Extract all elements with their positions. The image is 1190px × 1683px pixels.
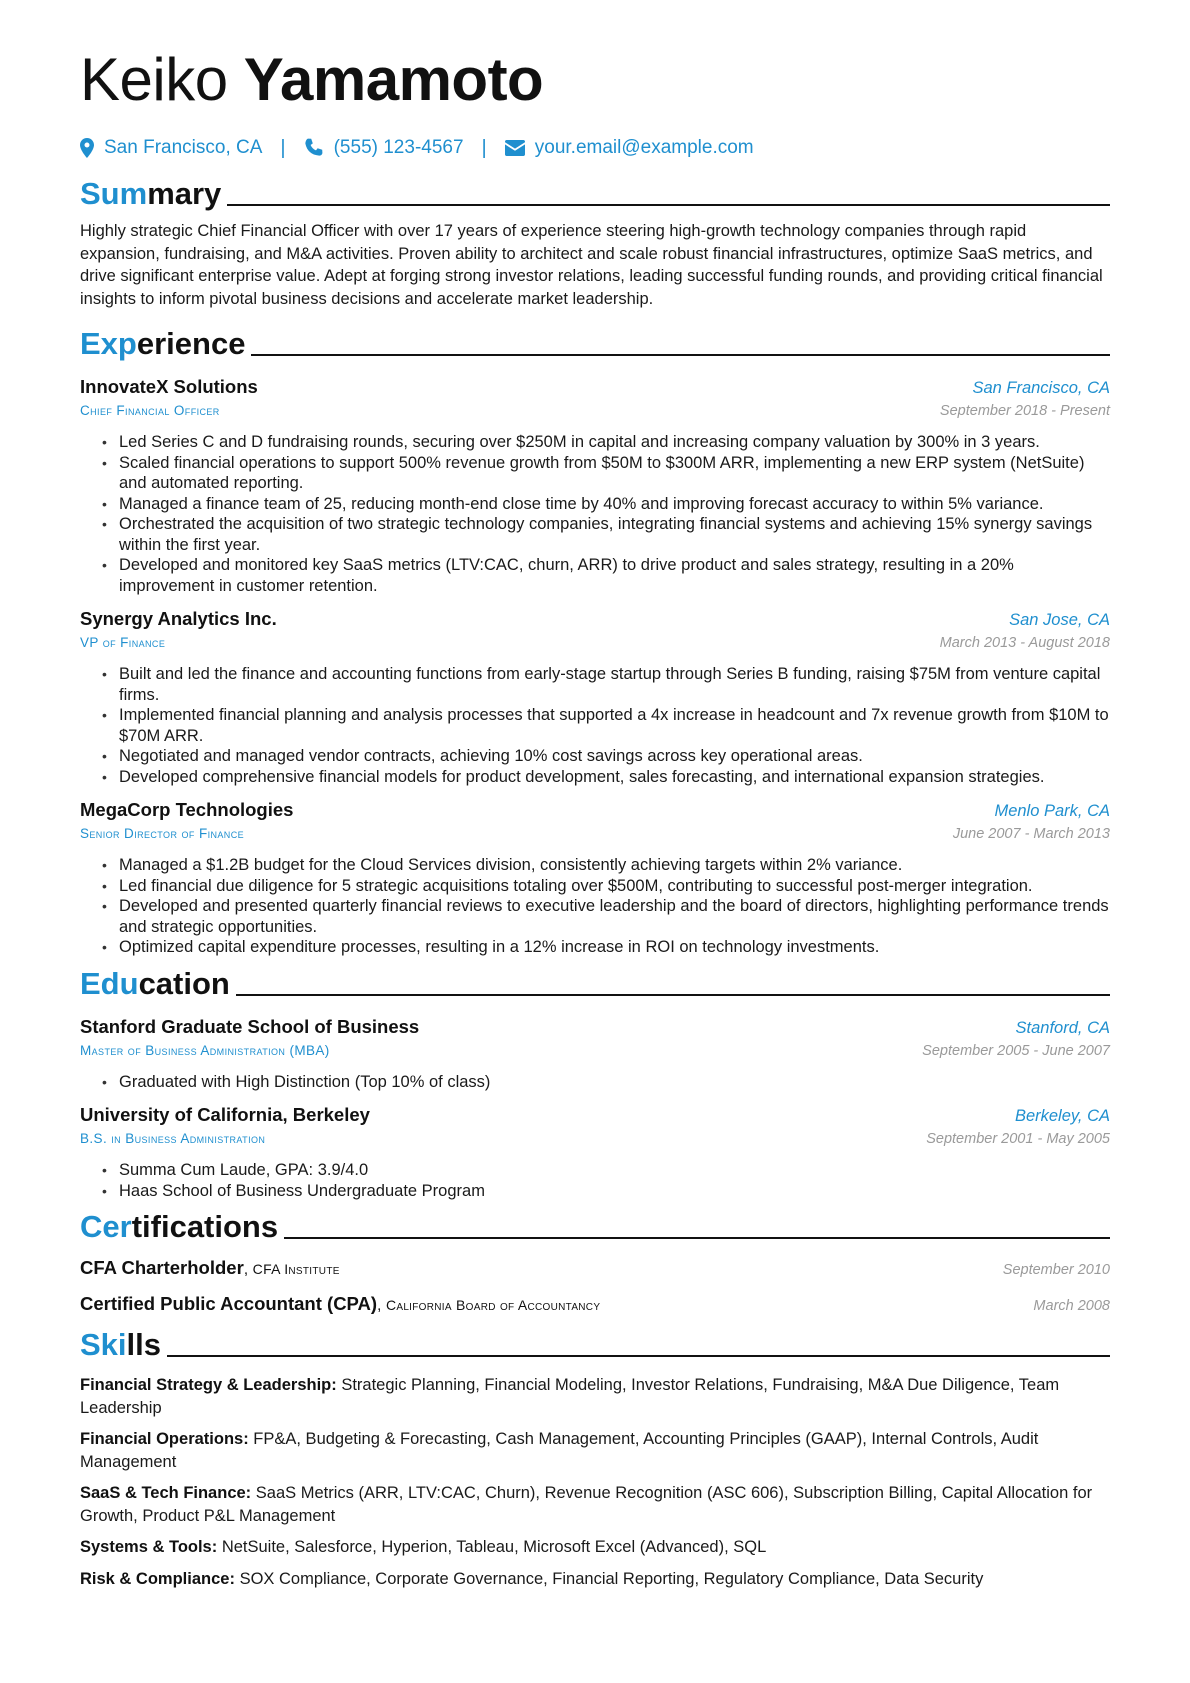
map-marker-icon [80,138,94,158]
achievement-item: • Led financial due diligence for 5 strategic acquisitions totaling over $500M, contributing to successful post-merger integration. [102,876,1110,897]
skill-list: Strategic Planning, Financial Modeling, Investor Relations, Fundraising, M&A Due Diligence, Team Leadership [80,1376,1060,1417]
job-title: Senior Director of Finance [80,826,244,841]
company-name: MegaCorp Technologies [80,799,294,820]
first-name: Keiko [80,46,228,113]
skills-heading [80,1321,1110,1365]
achievement-list [80,855,1110,958]
summary-text: Highly strategic Chief Financial Officer with over 17 years of experience steering high-growth technology companies through rapid expansion, fundraising, and M&A activities. Proven ability to architect and scale robust financial infrastructures, optimize SaaS metrics, and drive significant enterprise value. Adept at forging strong investor relations, leading successful funding rounds, and providing critical financial insights to inform pivotal business decisions and accelerate market leadership. [80,222,1103,308]
school-location: Berkeley, CA [1014,1107,1110,1125]
degree: Master of Business Administration (MBA) [80,1042,330,1058]
skill-category: Financial Operations: [80,1430,249,1448]
skill-list: SOX Compliance, Corporate Governance, Financial Reporting, Regulatory Compliance, Data Security [239,1569,984,1588]
achievement-item: • Implemented financial planning and analysis processes that supported a 4x increase in headcount and 7x revenue growth from $10M to $70M ARR. [102,705,1110,746]
achievement-item: • Built and led the finance and accounting functions from early-stage startup through Series B funding, raising $75M from venture capital firms. [102,664,1110,705]
experience-entry [80,606,1110,787]
certifications-title-accent: Cer [80,1209,132,1244]
phone-text: (555) 123-4567 [333,137,464,158]
job-dates: June 2007 - March 2013 [952,826,1110,842]
summary-title-accent: Sum [80,176,148,211]
education-detail-list [80,1072,1110,1093]
job-title: Chief Financial Officer [80,403,220,418]
education-title-accent: Edu [80,965,139,1001]
education-detail-item: • Summa Cum Laude, GPA: 3.9/4.0 [102,1160,1110,1181]
contact-phone [304,137,464,159]
experience-title-rest: erience [136,326,246,361]
certifications-title-rest: tifications [131,1209,279,1244]
achievement-item: • Orchestrated the acquisition of two strategic technology companies, integrating financial systems and achieving 15% synergy savings within the first year. [102,514,1110,555]
envelope-icon [505,140,525,156]
certification-item: CFA Charterholder, CFA Institute September 2010 [80,1255,1110,1283]
skill-line [80,1428,1110,1473]
certification-issuer: California Board of Accountancy [385,1297,601,1313]
certification-issuer: CFA Institute [252,1261,340,1277]
contact-separator: | [481,136,487,159]
achievement-item: • Negotiated and managed vendor contracts, achieving 10% cost savings across key operational areas. [102,746,1110,767]
achievement-item: • Managed a $1.2B budget for the Cloud Services division, consistently achieving targets within 2% variance. [102,855,1110,876]
contact-email[interactable] [505,137,754,159]
achievement-list [80,664,1110,787]
skill-list: FP&A, Budgeting & Forecasting, Cash Management, Accounting Principles (GAAP), Internal Controls, Audit Management [80,1430,1039,1471]
certification-name: Certified Public Accountant (CPA) [80,1293,378,1314]
skill-line [80,1482,1110,1527]
experience-entry [80,374,1110,596]
experience-title-accent: Exp [80,326,137,361]
last-name: Yamamoto [243,46,544,113]
skill-line [80,1374,1110,1419]
job-title: VP of Finance [80,635,166,650]
education-title-rest: cation [138,965,230,1001]
skill-line [80,1568,1110,1591]
achievement-item: • Optimized capital expenditure processes, resulting in a 12% increase in ROI on technology investments. [102,937,1110,958]
skill-list: SaaS Metrics (ARR, LTV:CAC, Churn), Revenue Recognition (ASC 606), Subscription Billing, Capital Allocation for Growth, Product P&L Management [80,1484,1093,1525]
school-name: University of California, Berkeley [80,1104,370,1125]
school-name: Stanford Graduate School of Business [80,1015,420,1037]
achievement-item: • Developed and presented quarterly financial reviews to executive leadership and the board of directors, highlighting performance trends and strategic opportunities. [102,896,1110,937]
contact-separator: | [280,136,286,159]
certification-item: Certified Public Accountant (CPA), California Board of Accountancy March 2008 [80,1291,1110,1319]
company-name: Synergy Analytics Inc. [80,608,277,629]
skill-category: Risk & Compliance: [80,1569,235,1588]
certification-name: CFA Charterholder [80,1257,244,1278]
certification-date: September 2010 [1002,1262,1110,1278]
section-rule [227,204,1110,206]
job-location: San Jose, CA [1009,611,1110,629]
achievement-item: • Managed a finance team of 25, reducing month-end close time by 40% and improving forecast accuracy to within 5% variance. [102,494,1110,515]
skill-list: NetSuite, Salesforce, Hyperion, Tableau, Microsoft Excel (Advanced), SQL [221,1538,767,1556]
candidate-name [80,40,1110,120]
location-text: San Francisco, CA [104,137,263,158]
education-heading [80,960,1110,1004]
job-location: Menlo Park, CA [994,802,1110,820]
section-rule [284,1237,1110,1239]
section-rule [236,994,1110,996]
company-name: InnovateX Solutions [80,376,258,397]
achievement-list [80,432,1110,596]
school-location: Stanford, CA [1015,1018,1110,1037]
contact-bar [80,128,1110,168]
summary-heading [80,170,1110,214]
achievement-item: • Scaled financial operations to support 500% revenue growth from $50M to $300M ARR, implementing a new ERP system (NetSuite) and automated reporting. [102,453,1110,494]
achievement-item: • Developed comprehensive financial models for product development, sales forecasting, and international expansion strategies. [102,767,1110,788]
certification-date: March 2008 [1033,1298,1110,1314]
achievement-item: • Developed and monitored key SaaS metrics (LTV:CAC, churn, ARR) to drive product and sales strategy, resulting in a 20% improvement in customer retention. [102,555,1110,596]
education-detail-item: • Haas School of Business Undergraduate Program [102,1181,1110,1202]
education-detail-item: • Graduated with High Distinction (Top 10% of class) [102,1072,1110,1093]
skill-category: Systems & Tools: [80,1538,218,1556]
skills-title-accent: Ski [80,1327,127,1362]
email-link[interactable]: your.email@example.com [534,137,754,158]
skill-line [80,1536,1110,1559]
education-dates: September 2001 - May 2005 [926,1131,1110,1147]
job-dates: March 2013 - August 2018 [939,635,1110,651]
section-rule [167,1355,1110,1357]
education-entry [80,1102,1110,1201]
phone-icon [304,138,324,158]
experience-heading [80,320,1110,364]
education-dates: September 2005 - June 2007 [922,1042,1110,1059]
education-entry [80,1014,1110,1093]
contact-location [80,137,262,159]
skill-category: Financial Strategy & Leadership: [80,1376,337,1394]
job-dates: September 2018 - Present [939,403,1110,419]
job-location: San Francisco, CA [972,379,1110,397]
skills-title-rest: lls [126,1327,161,1362]
summary-title-rest: mary [147,176,222,211]
degree: B.S. in Business Administration [80,1131,266,1146]
certifications-heading [80,1203,1110,1247]
skill-category: SaaS & Tech Finance: [80,1484,252,1502]
experience-entry [80,797,1110,958]
achievement-item: • Led Series C and D fundraising rounds, securing over $250M in capital and increasing company valuation by 300% in 3 years. [102,432,1110,453]
section-rule [251,354,1110,356]
education-detail-list [80,1160,1110,1201]
